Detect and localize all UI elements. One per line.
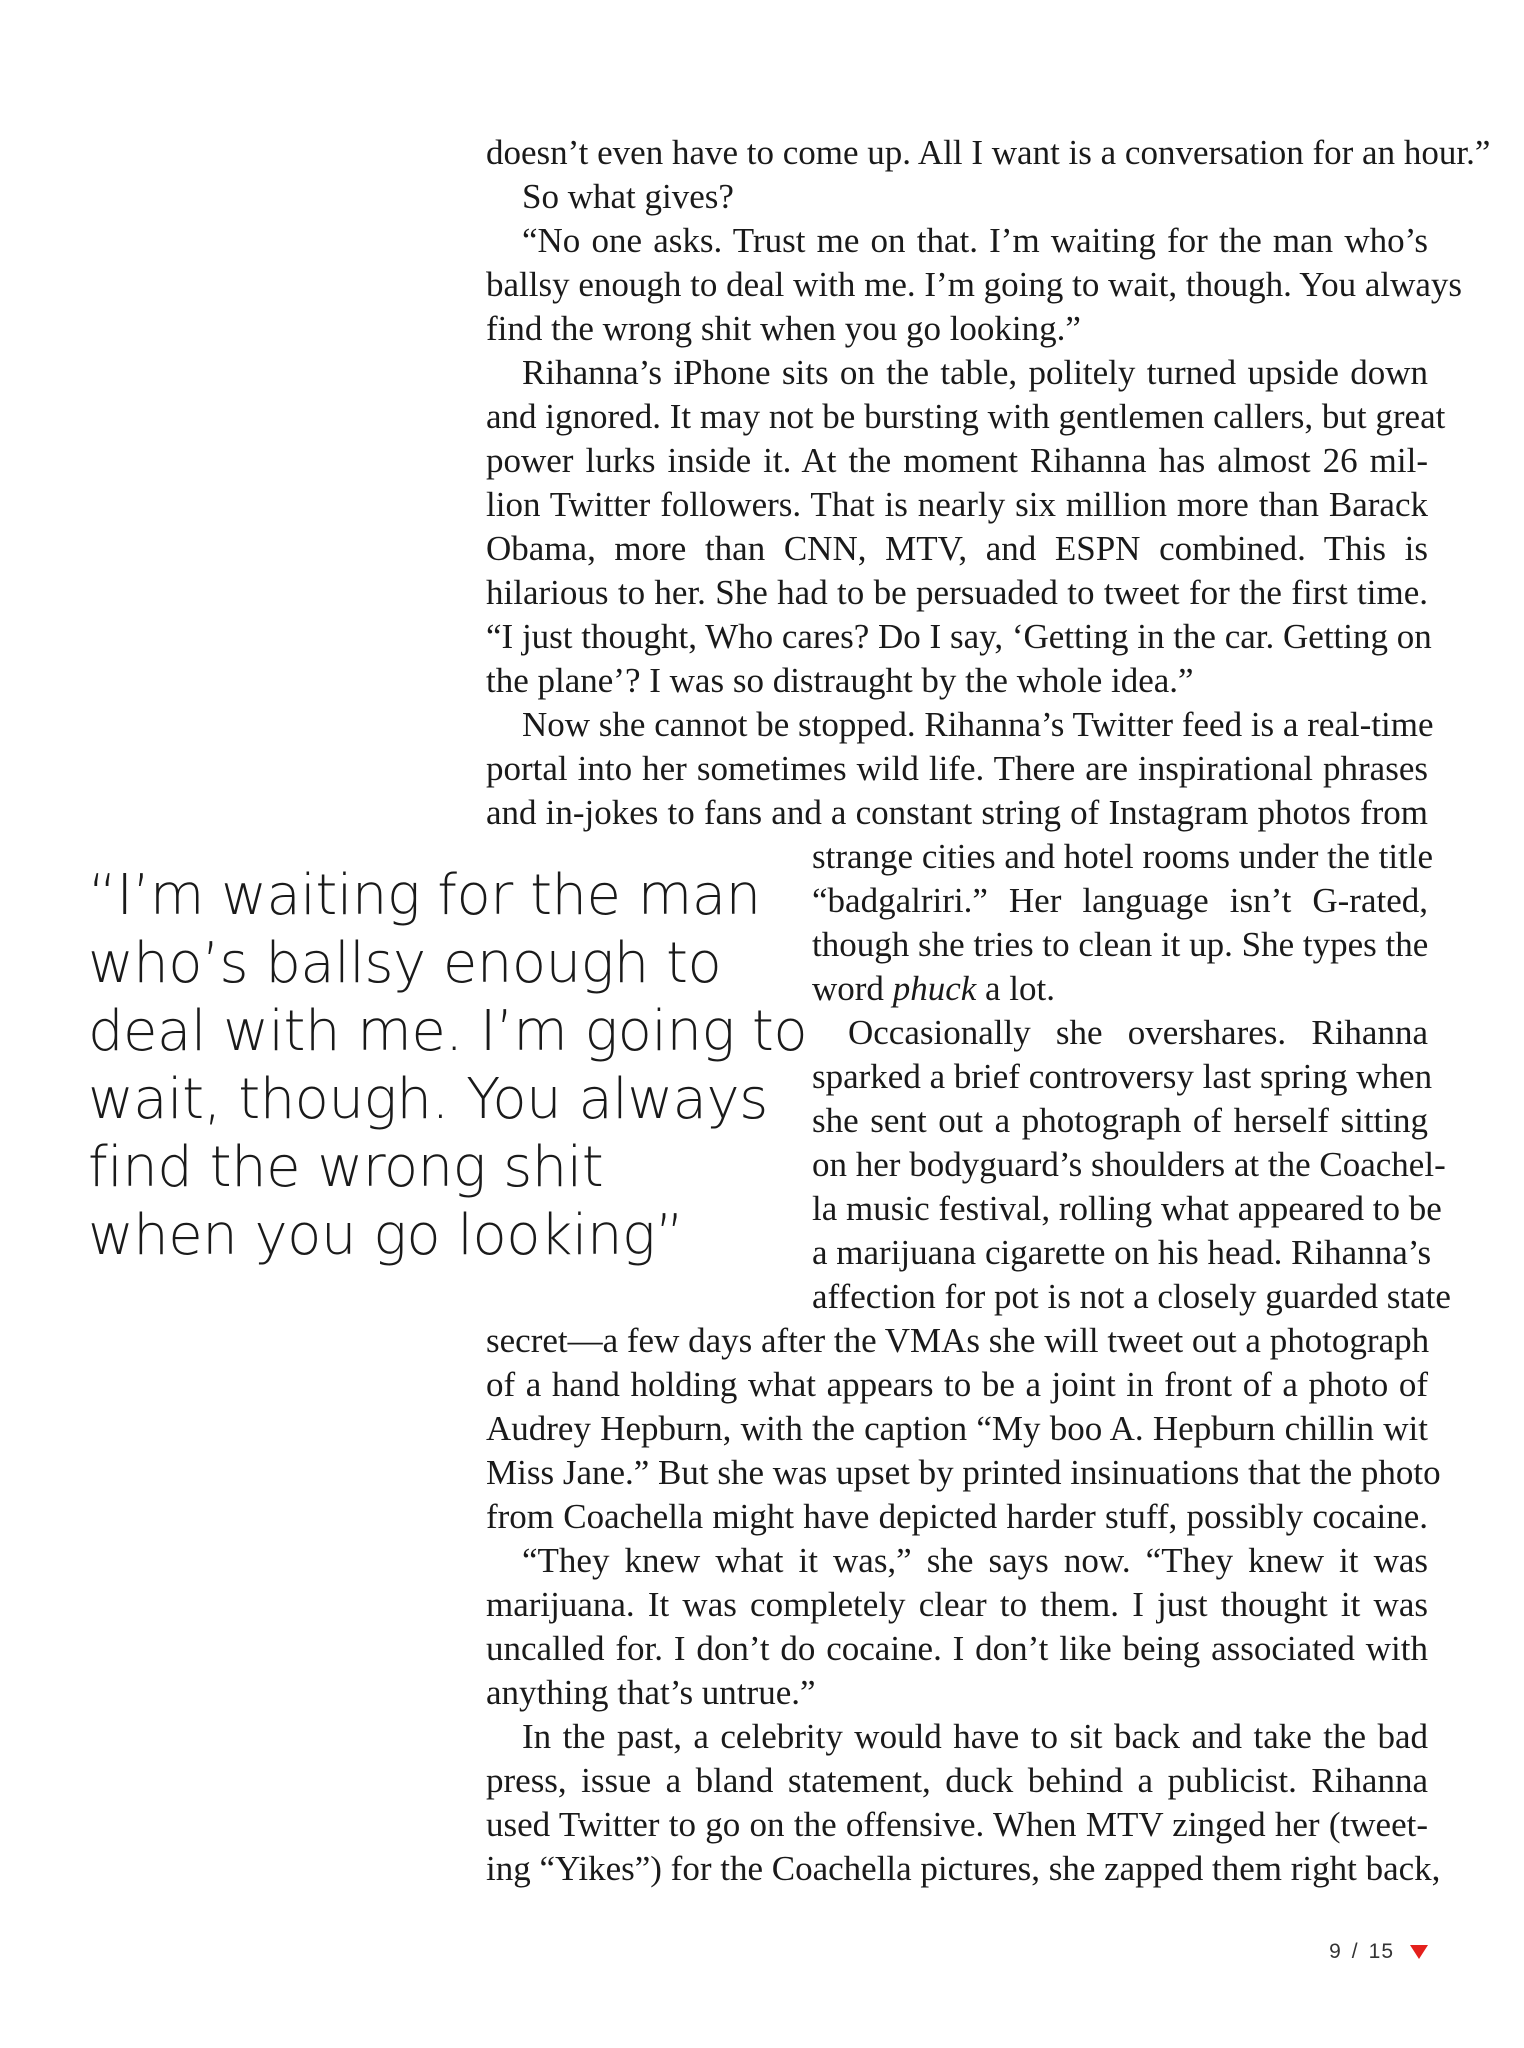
text-line: “They knew what it was,” she says now. “They knew it was xyxy=(522,1541,1428,1580)
text-line: anything that’s untrue.” xyxy=(486,1673,816,1712)
text-line: the plane’? I was so distraught by the whole idea.” xyxy=(486,661,1194,700)
page-separator: / xyxy=(1351,1940,1359,1963)
text-line: “No one asks. Trust me on that. I’m waiting for the man who’s xyxy=(522,221,1428,260)
text-line: sparked a brief controversy last spring when xyxy=(812,1057,1433,1096)
text-line: In the past, a celebrity would have to sit back and take the bad xyxy=(522,1717,1428,1756)
text-run: a lot. xyxy=(976,969,1055,1008)
pull-quote-line: deal with me. I’m going to xyxy=(88,999,808,1064)
text-line: portal into her sometimes wild life. There are inspirational phrases xyxy=(486,749,1428,788)
text-line: secret—a few days after the VMAs she will tweet out a photograph xyxy=(486,1321,1430,1360)
text-line: Now she cannot be stopped. Rihanna’s Twitter feed is a real-time xyxy=(522,705,1434,744)
pull-quote-line: “I’m waiting for the man xyxy=(88,863,761,928)
text-line: affection for pot is not a closely guarded state xyxy=(812,1277,1451,1316)
page-indicator xyxy=(1329,1940,1428,1964)
text-line: on her bodyguard’s shoulders at the Coachel- xyxy=(812,1145,1446,1184)
text-line: So what gives? xyxy=(522,177,734,216)
text-line: doesn’t even have to come up. All I want is a conversation for an hour.” xyxy=(486,133,1491,172)
text-line: Rihanna’s iPhone sits on the table, politely turned upside down xyxy=(522,353,1428,392)
text-line: of a hand holding what appears to be a joint in front of a photo of xyxy=(486,1365,1428,1404)
pull-quote-line: who’s ballsy enough to xyxy=(88,931,722,996)
next-page-triangle-icon[interactable] xyxy=(1410,1945,1428,1959)
text-line: Obama, more than CNN, MTV, and ESPN combined. This is xyxy=(486,529,1428,568)
text-line: ing “Yikes”) for the Coachella pictures, she zapped them right back, xyxy=(486,1849,1441,1888)
italic-word: phuck xyxy=(892,969,977,1008)
pull-quote-line: when you go looking” xyxy=(88,1203,684,1268)
text-line: press, issue a bland statement, duck behind a publicist. Rihanna xyxy=(486,1761,1428,1800)
text-line: uncalled for. I don’t do cocaine. I don’t like being associated with xyxy=(486,1629,1428,1668)
text-run: word xyxy=(812,969,893,1008)
text-line: la music festival, rolling what appeared to be xyxy=(812,1189,1442,1228)
text-line: from Coachella might have depicted harder stuff, possibly cocaine. xyxy=(486,1497,1428,1536)
text-line: lion Twitter followers. That is nearly six million more than Barack xyxy=(486,485,1428,524)
text-line: Occasionally she overshares. Rihanna xyxy=(848,1013,1428,1052)
text-line: hilarious to her. She had to be persuaded to tweet for the first time. xyxy=(486,573,1428,612)
text-line: and in-jokes to fans and a constant string of Instagram photos from xyxy=(486,793,1428,832)
pull-quote-line: find the wrong shit xyxy=(88,1135,604,1200)
text-line: Audrey Hepburn, with the caption “My boo A. Hepburn chillin wit xyxy=(486,1409,1428,1448)
text-line: marijuana. It was completely clear to them. I just thought it was xyxy=(486,1585,1428,1624)
text-line: a marijuana cigarette on his head. Rihanna’s xyxy=(812,1233,1432,1272)
pull-quote-line: wait, though. You always xyxy=(88,1067,768,1132)
text-line: “I just thought, Who cares? Do I say, ‘Getting in the car. Getting on xyxy=(486,617,1432,656)
text-line: find the wrong shit when you go looking.” xyxy=(486,309,1081,348)
text-line xyxy=(812,967,1055,1011)
text-line: power lurks inside it. At the moment Rihanna has almost 26 mil- xyxy=(486,441,1428,480)
text-line: and ignored. It may not be bursting with gentlemen callers, but great xyxy=(486,397,1446,436)
text-line: strange cities and hotel rooms under the title xyxy=(812,837,1434,876)
text-line: ballsy enough to deal with me. I’m going to wait, though. You always xyxy=(486,265,1463,304)
total-pages: 15 xyxy=(1368,1940,1394,1963)
current-page-number: 9 xyxy=(1329,1940,1342,1963)
text-line: she sent out a photograph of herself sitting xyxy=(812,1101,1428,1140)
text-line: though she tries to clean it up. She types the xyxy=(812,925,1429,964)
text-line: “badgalriri.” Her language isn’t G-rated, xyxy=(812,881,1428,920)
text-line: Miss Jane.” But she was upset by printed insinuations that the photo xyxy=(486,1453,1441,1492)
text-line: used Twitter to go on the offensive. When MTV zinged her (tweet- xyxy=(486,1805,1428,1844)
